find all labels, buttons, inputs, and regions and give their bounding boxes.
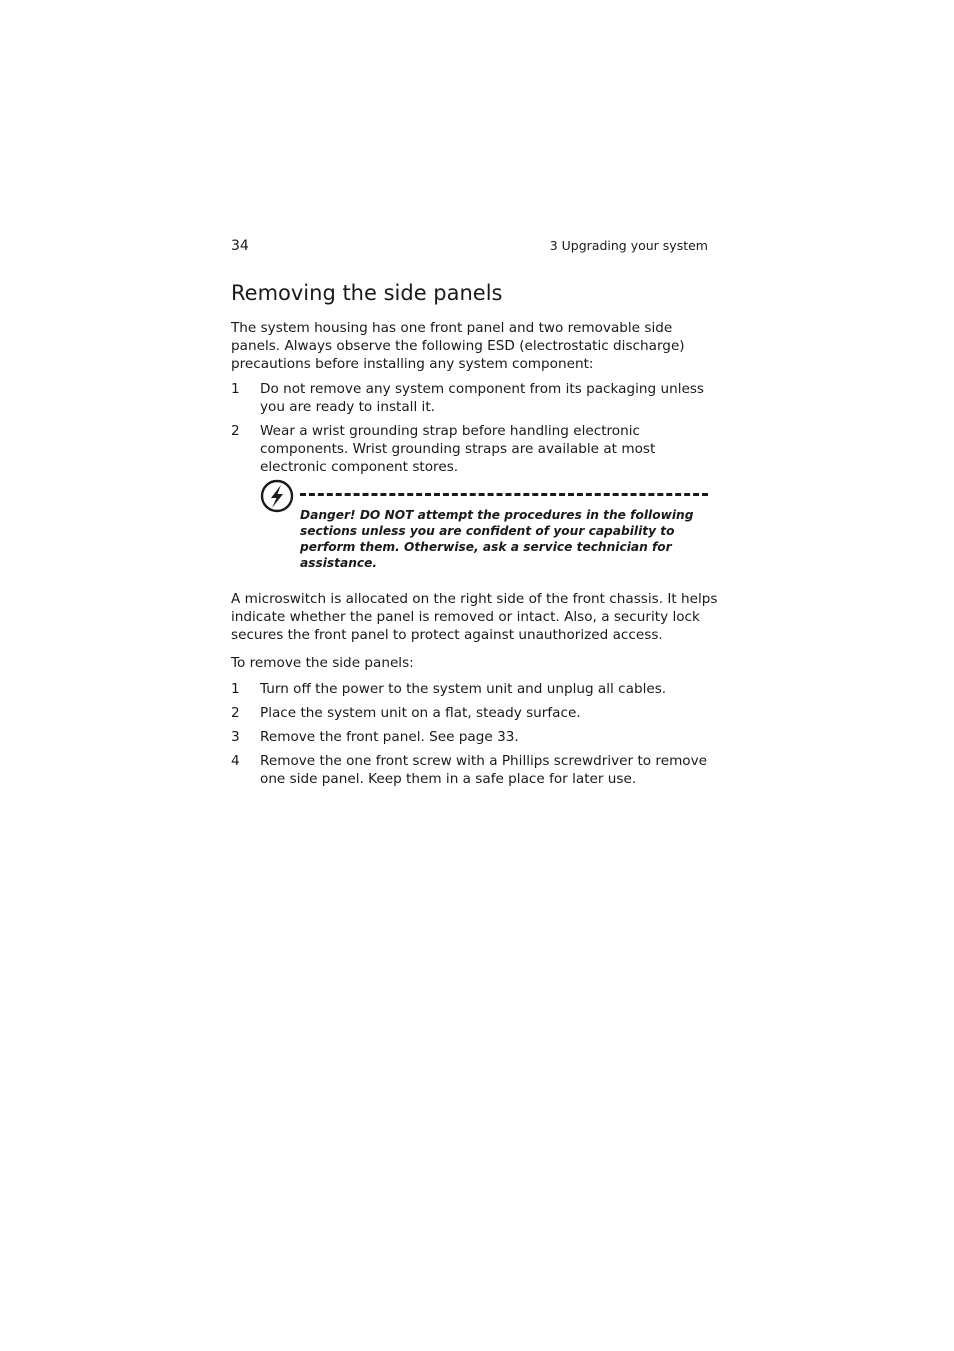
running-header: 3 Upgrading your system <box>549 238 708 253</box>
danger-divider <box>300 493 708 496</box>
list-item-number: 4 <box>231 753 240 769</box>
list-item <box>231 422 721 476</box>
list-item <box>231 728 721 746</box>
list-item <box>231 680 721 698</box>
list-item <box>231 380 721 416</box>
list-item-number: 3 <box>231 729 240 745</box>
section-title: Removing the side panels <box>231 281 503 305</box>
list-item-number: 1 <box>231 681 240 697</box>
list-item-number: 1 <box>231 381 240 397</box>
list-item-text: Wear a wrist grounding strap before handling electronic components. Wrist grounding straps are available at most electronic component stores. <box>260 423 656 475</box>
page-number: 34 <box>231 238 249 254</box>
list-item-text: Remove the front panel. See page 33. <box>260 729 519 745</box>
list-item-text: Do not remove any system component from its packaging unless you are ready to install it. <box>260 381 705 415</box>
list-item <box>231 704 721 722</box>
microswitch-paragraph: A microswitch is allocated on the right side of the front chassis. It helps indicate whether the panel is removed or intact. Also, a security lock secures the front panel to protect against unauthorized access. <box>231 591 718 643</box>
list-item-text: Remove the one front screw with a Phillips screwdriver to remove one side panel. Keep them in a safe place for later use. <box>260 753 708 787</box>
list-item <box>231 752 721 788</box>
list-item-number: 2 <box>231 705 240 721</box>
list-item-number: 2 <box>231 423 240 439</box>
list-item-text: Turn off the power to the system unit and unplug all cables. <box>260 681 667 697</box>
lightning-bolt-icon <box>260 479 294 513</box>
danger-notice: Danger! DO NOT attempt the procedures in the following sections unless you are confident of your capability to perform them. Otherwise, ask a service technician for assistance. <box>300 508 694 570</box>
intro-paragraph: The system housing has one front panel and two removable side panels. Always observe the following ESD (electrostatic discharge) precautions before installing any system component: <box>231 320 685 372</box>
list-item-text: Place the system unit on a flat, steady surface. <box>260 705 581 721</box>
procedure-intro: To remove the side panels: <box>231 655 414 671</box>
